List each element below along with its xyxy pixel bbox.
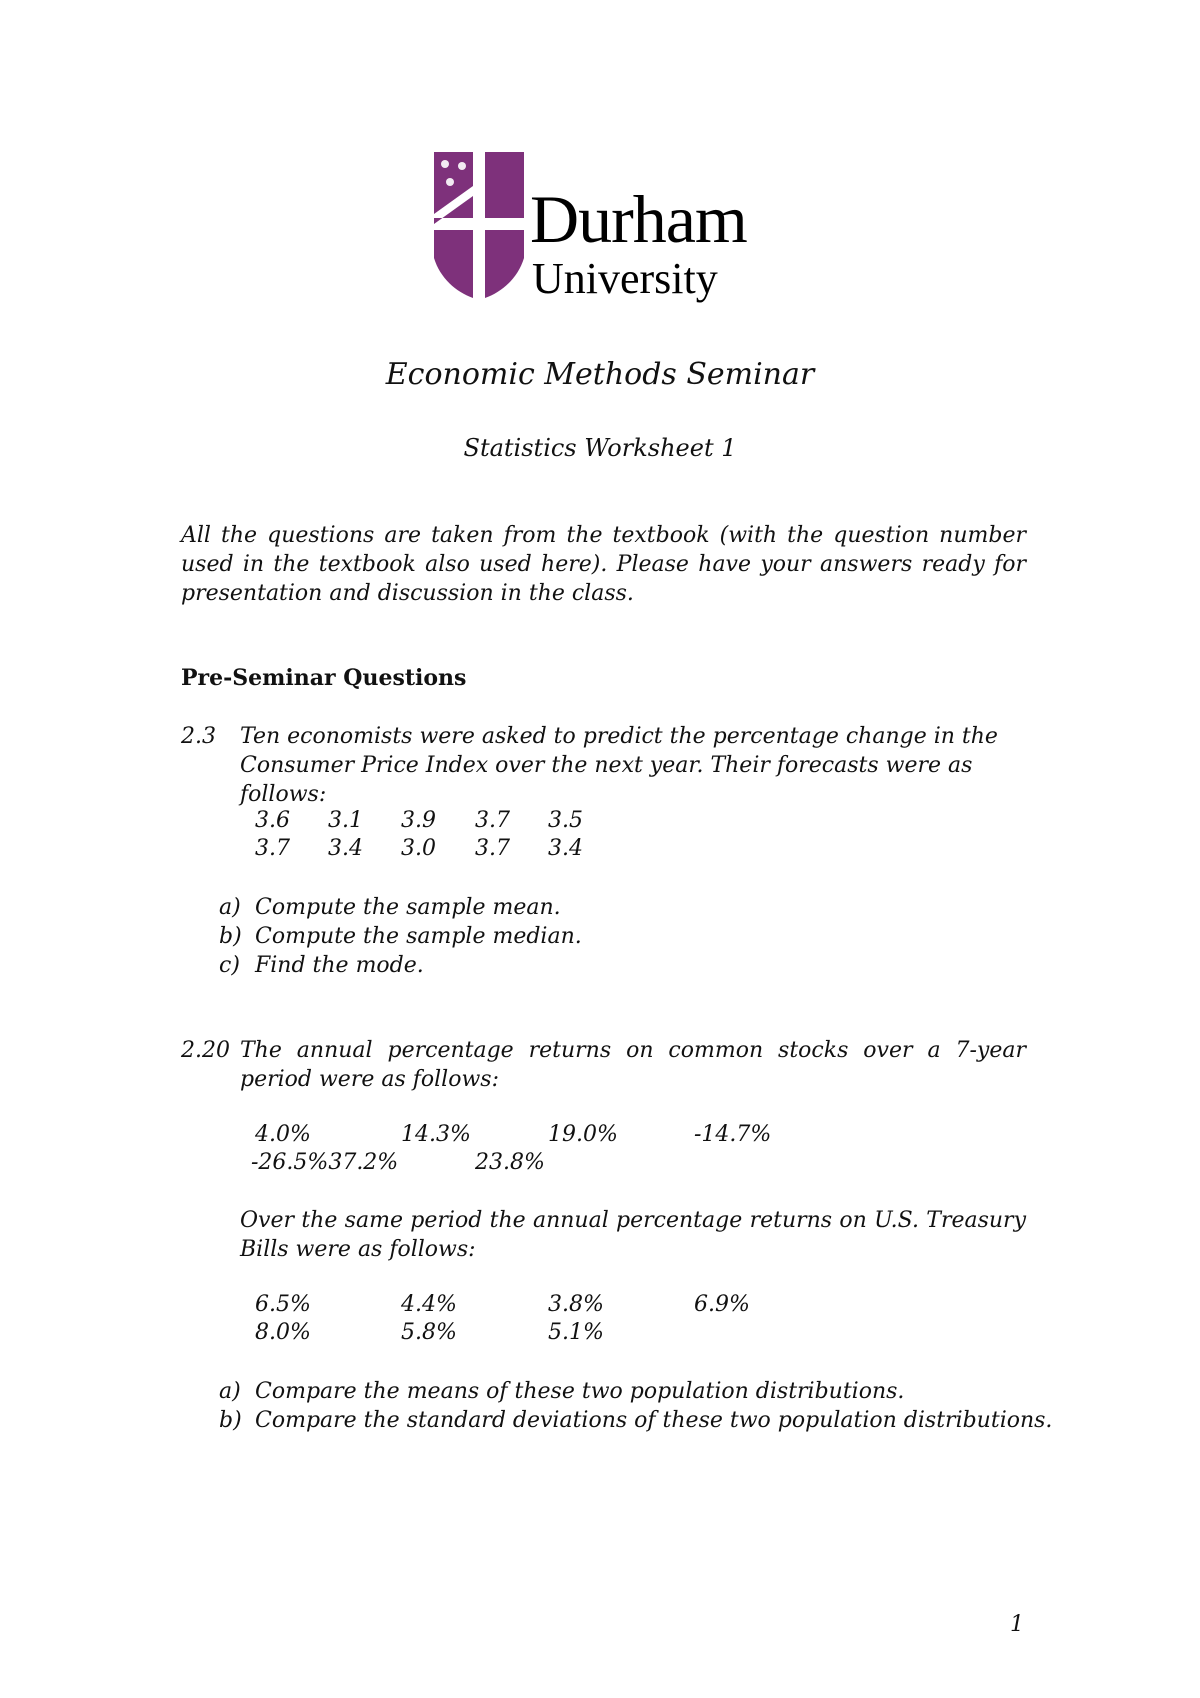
table-cell: 5.8% bbox=[401, 1320, 457, 1345]
table-cell: -14.7% bbox=[694, 1122, 772, 1147]
logo-wordmark-durham: Durham bbox=[530, 181, 747, 257]
question-part-text: Compute the sample mean. bbox=[255, 895, 561, 920]
table-cell: 3.6 bbox=[255, 808, 290, 833]
table-cell: 3.0 bbox=[401, 836, 436, 861]
page-title: Economic Methods Seminar bbox=[385, 357, 815, 392]
question-part-label: a) bbox=[219, 895, 241, 920]
question-part-label: b) bbox=[219, 924, 242, 949]
table-cell: 3.7 bbox=[255, 836, 290, 861]
table-cell: 6.9% bbox=[694, 1292, 750, 1317]
question-part-text: Find the mode. bbox=[255, 953, 424, 978]
table-cell: 14.3% bbox=[401, 1122, 471, 1147]
question-part-label: c) bbox=[219, 953, 240, 978]
bills-paragraph: Over the same period the annual percentage returns on U.S. Treasury Bills were as follows: bbox=[240, 1208, 1026, 1262]
table-cell: 6.5% bbox=[255, 1292, 311, 1317]
table-cell: 3.1 bbox=[328, 808, 363, 833]
question-part-label: a) bbox=[219, 1379, 241, 1404]
page-subtitle: Statistics Worksheet 1 bbox=[463, 434, 737, 462]
table-cell: 3.4 bbox=[328, 836, 363, 861]
question-part-text: Compare the standard deviations of these two population distributions. bbox=[255, 1408, 1053, 1433]
question-text: Ten economists were asked to predict the percentage change in the Consumer Price Index over the next year. Their forecasts were as follows: bbox=[240, 724, 998, 807]
table-cell: 3.4 bbox=[548, 836, 583, 861]
question-part-text: Compare the means of these two population distributions. bbox=[255, 1379, 905, 1404]
table-cell: 3.5 bbox=[548, 808, 583, 833]
table-cell: 3.7 bbox=[475, 836, 510, 861]
question-number: 2.3 bbox=[181, 724, 216, 749]
question-number: 2.20 bbox=[181, 1038, 230, 1063]
section-heading: Pre-Seminar Questions bbox=[181, 665, 467, 691]
table-cell: 8.0% bbox=[255, 1320, 311, 1345]
table-cell: 4.4% bbox=[401, 1292, 457, 1317]
table-cell: 4.0% bbox=[255, 1122, 311, 1147]
table-cell: -26.5%37.2% bbox=[251, 1150, 399, 1175]
table-cell: 3.9 bbox=[401, 808, 436, 833]
table-cell: 23.8% bbox=[475, 1150, 545, 1175]
question-part-text: Compute the sample median. bbox=[255, 924, 582, 949]
page-number: 1 bbox=[1010, 1612, 1024, 1637]
question-text: The annual percentage returns on common stocks over a 7-year period were as follows: bbox=[240, 1038, 1026, 1092]
table-cell: 3.8% bbox=[548, 1292, 604, 1317]
intro-paragraph: All the questions are taken from the textbook (with the question number used in the textbook also used here). Please have your answers ready for presentation and discussion in the class. bbox=[181, 523, 1026, 606]
university-logo bbox=[434, 152, 794, 312]
table-cell: 19.0% bbox=[548, 1122, 618, 1147]
logo-wordmark-university: University bbox=[532, 254, 718, 303]
question-part-label: b) bbox=[219, 1408, 242, 1433]
table-cell: 5.1% bbox=[548, 1320, 604, 1345]
table-cell: 3.7 bbox=[475, 808, 510, 833]
university-crest-icon bbox=[434, 152, 524, 302]
